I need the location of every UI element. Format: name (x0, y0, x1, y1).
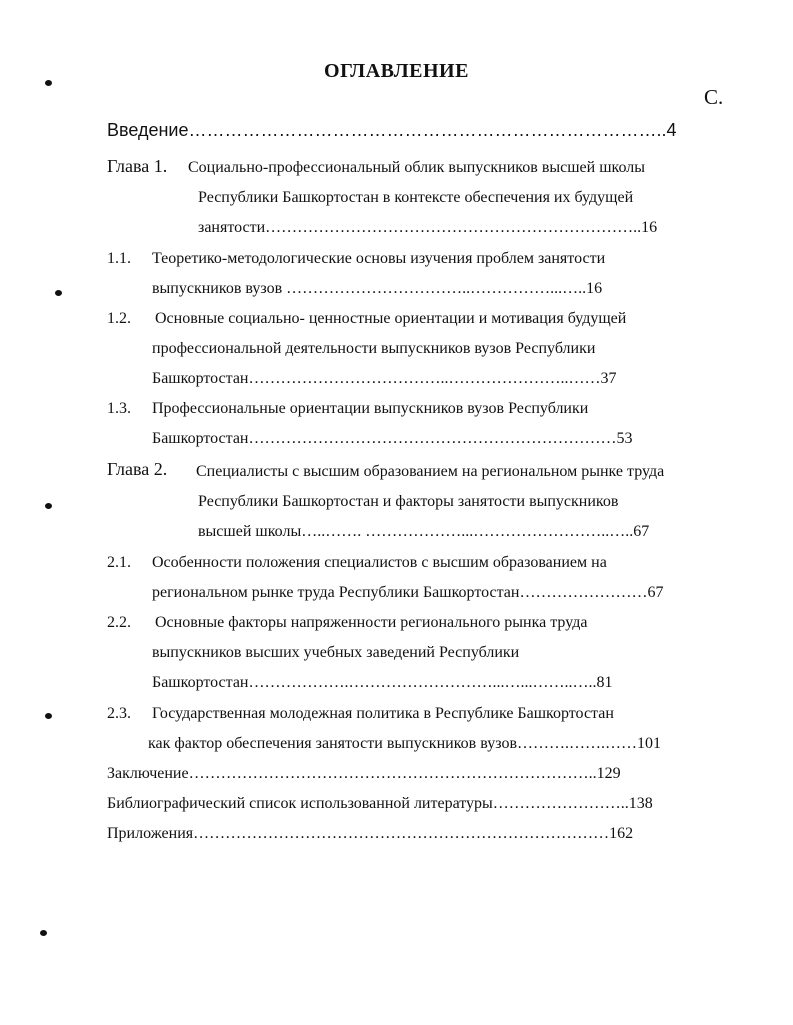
toc-section-1-3-number: 1.3. (107, 400, 131, 417)
toc-section-1-1-number: 1.1. (107, 250, 131, 267)
toc-section-2-3-line-2: как фактор обеспечения занятости выпускников вузов……….…….……101 (148, 735, 661, 752)
toc-entry-conclusion: Заключение…………………………………………………………………..129 (107, 765, 621, 782)
toc-chapter-2-title-line-2: Республики Башкортостан и факторы занятости выпускников (198, 493, 619, 510)
toc-section-2-2-line-2: выпускников высших учебных заведений Республики (152, 644, 520, 661)
binding-hole-mark (45, 713, 52, 719)
toc-section-1-1-line-2: выпускников вузов ……………………………..……………...…..16 (152, 280, 603, 297)
binding-hole-mark (45, 80, 52, 86)
toc-entry-appendices: Приложения……………………………………………………………………162 (107, 825, 634, 842)
toc-section-2-1-line-2: региональном рынке труда Республики Башкортостан……………………67 (152, 584, 664, 601)
binding-hole-mark (55, 290, 62, 296)
toc-section-2-3-line-1: Государственная молодежная политика в Республике Башкортостан (152, 705, 614, 722)
page-column-label: С. (704, 85, 724, 109)
toc-section-1-3-line-2: Башкортостан……………………………………………………………53 (152, 430, 633, 447)
toc-section-2-2-line-1: Основные факторы напряженности регионального рынка труда (155, 614, 588, 631)
toc-section-1-2-line-2: профессиональной деятельности выпускников вузов Республики (152, 340, 596, 357)
toc-section-1-2-number: 1.2. (107, 310, 131, 327)
toc-section-2-3-number: 2.3. (107, 705, 131, 722)
toc-entry-introduction: Введение……………………………………………………………………..4 (107, 120, 677, 140)
page-title: ОГЛАВЛЕНИЕ (324, 60, 469, 82)
toc-chapter-2-number: Глава 2. (107, 459, 168, 479)
toc-chapter-1-title-line-1: Социально-профессиональный облик выпускников высшей школы (188, 159, 646, 176)
binding-hole-mark (40, 930, 47, 936)
toc-chapter-2-title-line-1: Специалисты с высшим образованием на региональном рынке труда (196, 463, 665, 480)
toc-section-2-1-number: 2.1. (107, 554, 131, 571)
toc-section-1-1-line-1: Теоретико-методологические основы изучения проблем занятости (152, 250, 606, 267)
toc-chapter-2-title-line-3: высшей школы…..……. ………………...……………………..…..67 (198, 523, 650, 540)
toc-chapter-1-title-line-3: занятости……………………………………………………………..16 (198, 219, 658, 236)
toc-section-1-3-line-1: Профессиональные ориентации выпускников вузов Республики (152, 400, 589, 417)
toc-chapter-1-number: Глава 1. (107, 156, 168, 176)
toc-section-2-1-line-1: Особенности положения специалистов с высшим образованием на (152, 554, 607, 571)
binding-hole-mark (45, 503, 52, 509)
toc-section-2-2-line-3: Башкортостан……………….………………………...…...……..…..81 (152, 674, 613, 691)
toc-chapter-1-title-line-2: Республики Башкортостан в контексте обеспечения их будущей (198, 189, 634, 206)
toc-section-2-2-number: 2.2. (107, 614, 131, 631)
toc-entry-bibliography: Библиографический список использованной литературы……………………..138 (107, 795, 653, 812)
toc-section-1-2-line-1: Основные социально- ценностные ориентации и мотивация будущей (155, 310, 627, 327)
toc-section-1-2-line-3: Башкортостан………………………………..…………………..……37 (152, 370, 617, 387)
